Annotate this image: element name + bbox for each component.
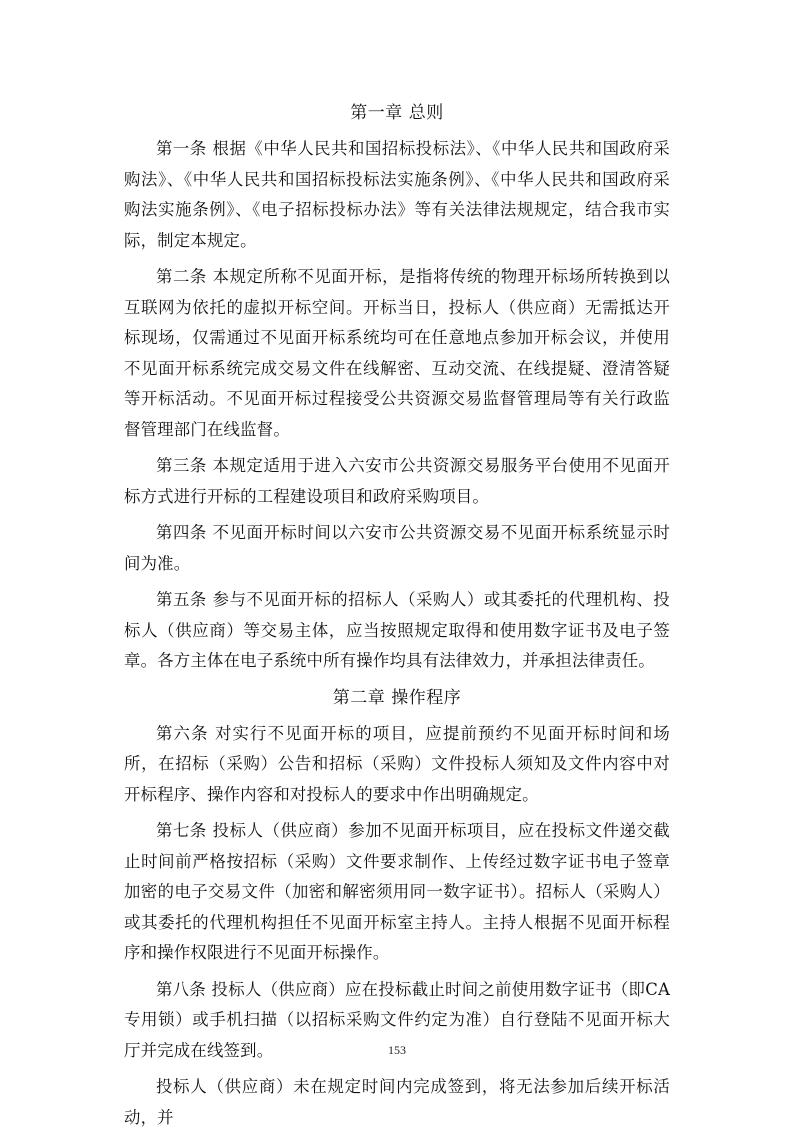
article-3-paragraph: 第三条 本规定适用于进入六安市公共资源交易服务平台使用不见面开标方式进行开标的工程建设项目和政府采购项目。 <box>124 456 670 506</box>
article-2-paragraph: 第二条 本规定所称不见面开标，是指将传统的物理开标场所转换到以互联网为依托的虚拟开标空间。开标当日，投标人（供应商）无需抵达开标现场，仅需通过不见面开标系统均可在任意地点参加开标会议，并使用不见面开标系统完成交易文件在线解密、互动交流、在线提疑、澄清答疑等开标活动。不见面开标过程接受公共资源交易监督管理局等有关行政监督管理部门在线监督。 <box>124 267 670 439</box>
article-1-paragraph: 第一条 根据《中华人民共和国招标投标法》、《中华人民共和国政府采购法》、《中华人民共和国招标投标法实施条例》、《中华人民共和国政府采购法实施条例》、《电子招标投标办法》等有关法律法规规定，结合我市实际，制定本规定。 <box>124 139 670 250</box>
chapter-2-heading: 第二章 操作程序 <box>332 687 462 708</box>
article-4-paragraph: 第四条 不见面开标时间以六安市公共资源交易不见面开标系统显示时间为准。 <box>124 523 670 573</box>
article-6-paragraph: 第六条 对实行不见面开标的项目，应提前预约不见面开标时间和场所，在招标（采购）公告和招标（采购）文件投标人须知及文件内容中对开标程序、操作内容和对投标人的要求中作出明确规定。 <box>124 723 670 804</box>
article-8-paragraph: 第八条 投标人（供应商）应在投标截止时间之前使用数字证书（即CA专用锁）或手机扫描（以招标采购文件约定为准）自行登陆不见面开标大厅并完成在线签到。 <box>124 979 670 1060</box>
page-number: 153 <box>388 1043 406 1057</box>
chapter-1-heading: 第一章 总则 <box>350 103 444 123</box>
article-8-continuation-paragraph: 投标人（供应商）未在规定时间内完成签到，将无法参加后续开标活动，并 <box>124 1077 670 1127</box>
article-5-paragraph: 第五条 参与不见面开标的招标人（采购人）或其委托的代理机构、投标人（供应商）等交易主体，应当按照规定取得和使用数字证书及电子签章。各方主体在电子系统中所有操作均具有法律效力，并承担法律责任。 <box>124 590 670 670</box>
document-body <box>124 98 670 1139</box>
article-7-paragraph: 第七条 投标人（供应商）参加不见面开标项目，应在投标文件递交截止时间前严格按招标（采购）文件要求制作、上传经过数字证书电子签章加密的电子交易文件（加密和解密须用同一数字证书）。招标人（采购人）或其委托的代理机构担任不见面开标室主持人。主持人根据不见面开标程序和操作权限进行不见面开标操作。 <box>124 821 670 962</box>
